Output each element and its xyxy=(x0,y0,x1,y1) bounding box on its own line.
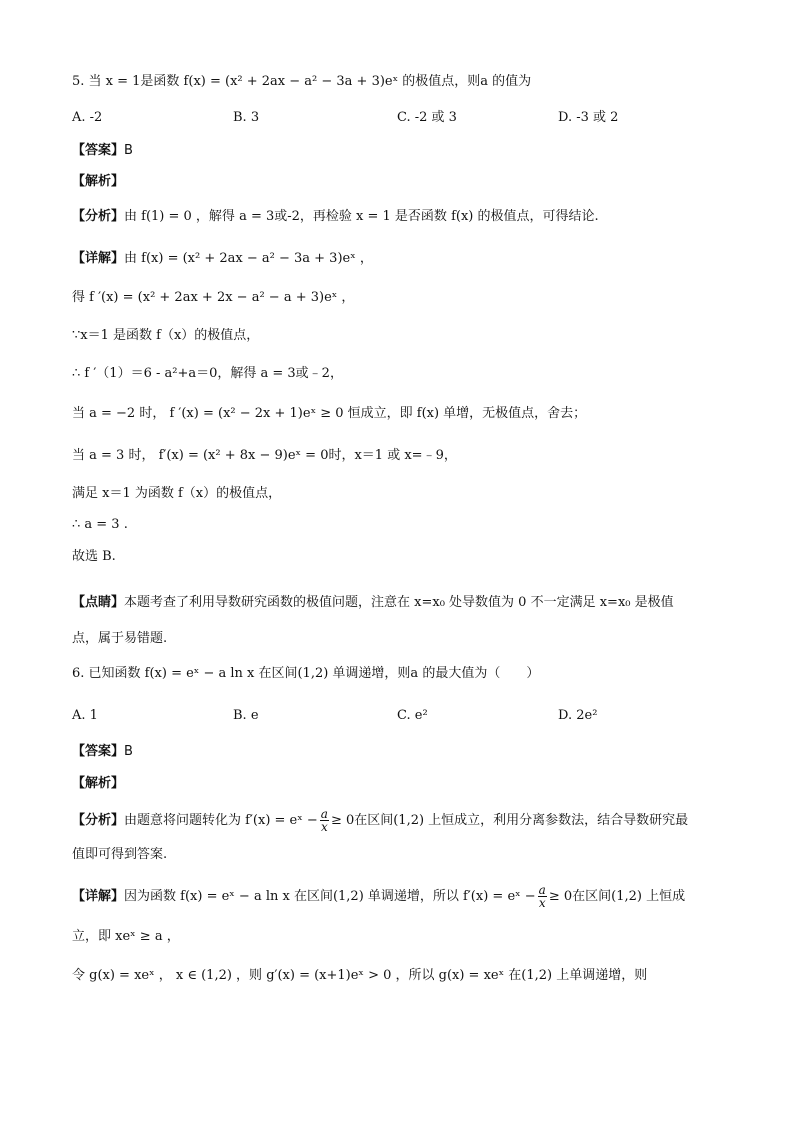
q5-option-b: B. 3 xyxy=(233,110,260,125)
q5-fenxi-text: 由 f(1) = 0 ，解得 a = 3或-2，再检验 x = 1 是否函数 f(x) 的极值点，可得结论. xyxy=(124,209,599,224)
q5-answer-tag: 【答案】 xyxy=(72,143,125,158)
q6-option-b: B. e xyxy=(233,708,259,723)
q6-fenxi-frac-den: x xyxy=(320,820,328,834)
q6-fenxi-frac-num: a xyxy=(320,807,328,821)
q5-detail-line-9: 故选 B. xyxy=(72,549,116,564)
q5-analysis-heading xyxy=(72,172,124,192)
q5-option-c: C. -2 或 3 xyxy=(397,110,457,125)
q5-detail-line-3: ∵x＝1 是函数 f（x）的极值点， xyxy=(72,328,260,343)
q5-detail-line-5: 当 a = −2 时， f ′(x) = (x² − 2x + 1)eˣ ≥ 0 恒成立，即 f(x) 单增，无极值点，舍去； xyxy=(72,406,587,421)
question-6-stem: 6. 已知函数 f(x) = eˣ − a ln x 在区间(1,2) 单调递增，则a 的最大值为（ ） xyxy=(72,666,540,681)
q5-answer-value: B xyxy=(124,143,133,158)
question-5-stem: 5. 当 x = 1是函数 f(x) = (x² + 2ax − a² − 3a + 3)eˣ 的极值点，则a 的值为 xyxy=(72,74,532,89)
q5-dianjing-text-1: 本题考查了利用导数研究函数的极值问题，注意在 x=x₀ 处导数值为 0 不一定满足 x=x₀ 是极值 xyxy=(124,595,674,610)
q5-dianjing-tag: 【点睛】 xyxy=(72,595,125,610)
q6-detail-text-pre: 因为函数 f(x) = eˣ − a ln x 在区间(1,2) 单调递增，所以 f′(x) = eˣ − xyxy=(124,889,536,904)
q6-answer-tag: 【答案】 xyxy=(72,744,125,759)
q5-detail-line-1 xyxy=(72,249,373,269)
q6-detail-line-3: 令 g(x) = xeˣ ， x ∈ (1,2) ，则 g′(x) = (x+1)eˣ > 0 ，所以 g(x) = xeˣ 在(1,2) 上单调递增，则 xyxy=(72,968,648,983)
q5-fenxi-line xyxy=(72,207,599,227)
q5-option-d: D. -3 或 2 xyxy=(558,110,619,125)
q5-detail-tag: 【详解】 xyxy=(72,251,125,266)
q5-dianjing-line-2: 点，属于易错题. xyxy=(72,631,168,646)
q6-detail-tag: 【详解】 xyxy=(72,889,125,904)
q6-detail-frac-den: x xyxy=(538,896,546,910)
q6-detail-text-post: ≥ 0在区间(1,2) 上恒成 xyxy=(548,889,686,904)
q6-fenxi-text-pre: 由题意将问题转化为 f′(x) = eˣ − xyxy=(124,813,318,828)
q5-dianjing-line-1 xyxy=(72,593,674,613)
q6-option-d: D. 2e² xyxy=(558,708,598,723)
q5-detail-line-8: ∴ a = 3 . xyxy=(72,517,128,532)
q5-answer-line xyxy=(72,141,133,161)
q6-option-c: C. e² xyxy=(397,708,428,723)
q6-detail-line-1 xyxy=(72,884,685,909)
q6-option-a: A. 1 xyxy=(72,708,98,723)
q6-detail-fraction xyxy=(538,884,547,909)
q6-detail-line-2: 立，即 xeˣ ≥ a ， xyxy=(72,929,180,944)
q6-analysis-heading xyxy=(72,774,124,794)
q5-detail-line-6: 当 a = 3 时， f′(x) = (x² + 8x − 9)eˣ = 0时，x＝1 或 x=﹣9， xyxy=(72,448,457,463)
q6-answer-line xyxy=(72,742,133,762)
q5-option-a: A. -2 xyxy=(72,110,103,125)
q6-analysis-tag: 【解析】 xyxy=(72,776,125,791)
q6-answer-value: B xyxy=(124,744,133,759)
q5-fenxi-tag: 【分析】 xyxy=(72,209,125,224)
q6-fenxi-fraction xyxy=(320,808,329,833)
q5-detail-line-2: 得 f ′(x) = (x² + 2ax + 2x − a² − a + 3)eˣ ， xyxy=(72,290,355,305)
q5-analysis-tag: 【解析】 xyxy=(72,174,125,189)
q6-fenxi-text-post: ≥ 0在区间(1,2) 上恒成立，利用分离参数法，结合导数研究最 xyxy=(330,813,689,828)
q6-fenxi-line-2: 值即可得到答案. xyxy=(72,847,168,862)
q6-detail-frac-num: a xyxy=(538,883,546,897)
q5-detail-text-1: 由 f(x) = (x² + 2ax − a² − 3a + 3)eˣ ， xyxy=(124,251,373,266)
q5-detail-line-7: 满足 x＝1 为函数 f（x）的极值点， xyxy=(72,486,282,501)
q6-fenxi-tag: 【分析】 xyxy=(72,813,125,828)
q6-fenxi-line-1 xyxy=(72,808,688,833)
q5-detail-line-4: ∴ f ′（1）＝6 - a²+a＝0，解得 a = 3或﹣2， xyxy=(72,366,343,381)
